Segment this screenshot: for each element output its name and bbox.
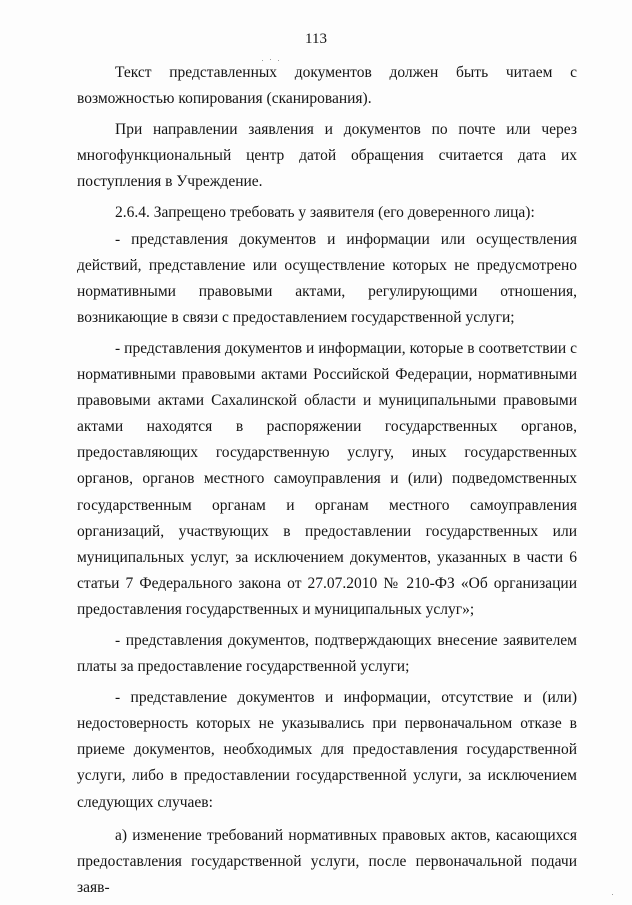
scan-speck	[262, 60, 263, 61]
list-item-payment-confirmation: - представления документов, подтверждающих внесение заявителем платы за предоставление государственной услуги;	[77, 631, 577, 676]
list-item-documents-held-by-agencies: - представления документов и информации, которые в соответствии с нормативными правовыми актами Российской Федерации, нормативными правовыми актами Сахалинской области и муниципальными правовыми актами находятся в распоряжении государственных органов, предоставляющих государственную услугу, иных государственных органов, органов местного самоуправления и (или) подведомственных государственным органам и органам местного самоуправления организаций, участвующих в предоставлении государственных или муниципальных услуг, за исключением документов, указанных в части 6 статьи 7 Федерального закона от 27.07.2010 № 210-ФЗ «Об организации предоставления государственных и муниципальных услуг»;	[77, 339, 577, 618]
list-item-missing-documents: - представление документов и информации, отсутствие и (или) недостоверность которых не указывались при первоначальном отказе в приеме документов, необходимых для предоставления государственной услуги, либо в предоставлении государственной услуги, за исключением следующих случаев:	[77, 689, 577, 811]
page-number: 113	[305, 31, 327, 47]
paragraph-prohibitions-heading: 2.6.4. Запрещено требовать у заявителя (его доверенного лица):	[115, 204, 535, 222]
list-item-actions-not-required: - представления документов и информации или осуществления действий, представление или осуществление которых не предусмотрено нормативными правовыми актами, регулирующими отношения, возникающие в связи с предоставлением государственной услуги;	[77, 230, 577, 326]
scan-speck	[278, 60, 279, 61]
scan-speck	[612, 894, 613, 895]
list-item-a-regulation-change: а) изменение требований нормативных правовых актов, касающихся предоставления государственной услуги, после первоначальной подачи заяв-	[77, 826, 577, 896]
paragraph-scan-readability: Текст представленных документов должен быть читаем с возможностью копирования (сканирования).	[77, 64, 577, 108]
scan-speck	[270, 59, 271, 60]
document-body	[77, 60, 577, 901]
paragraph-submission-date: При направлении заявления и документов по почте или через многофункциональный центр датой обращения считается дата их поступления в Учреждение.	[77, 121, 577, 191]
